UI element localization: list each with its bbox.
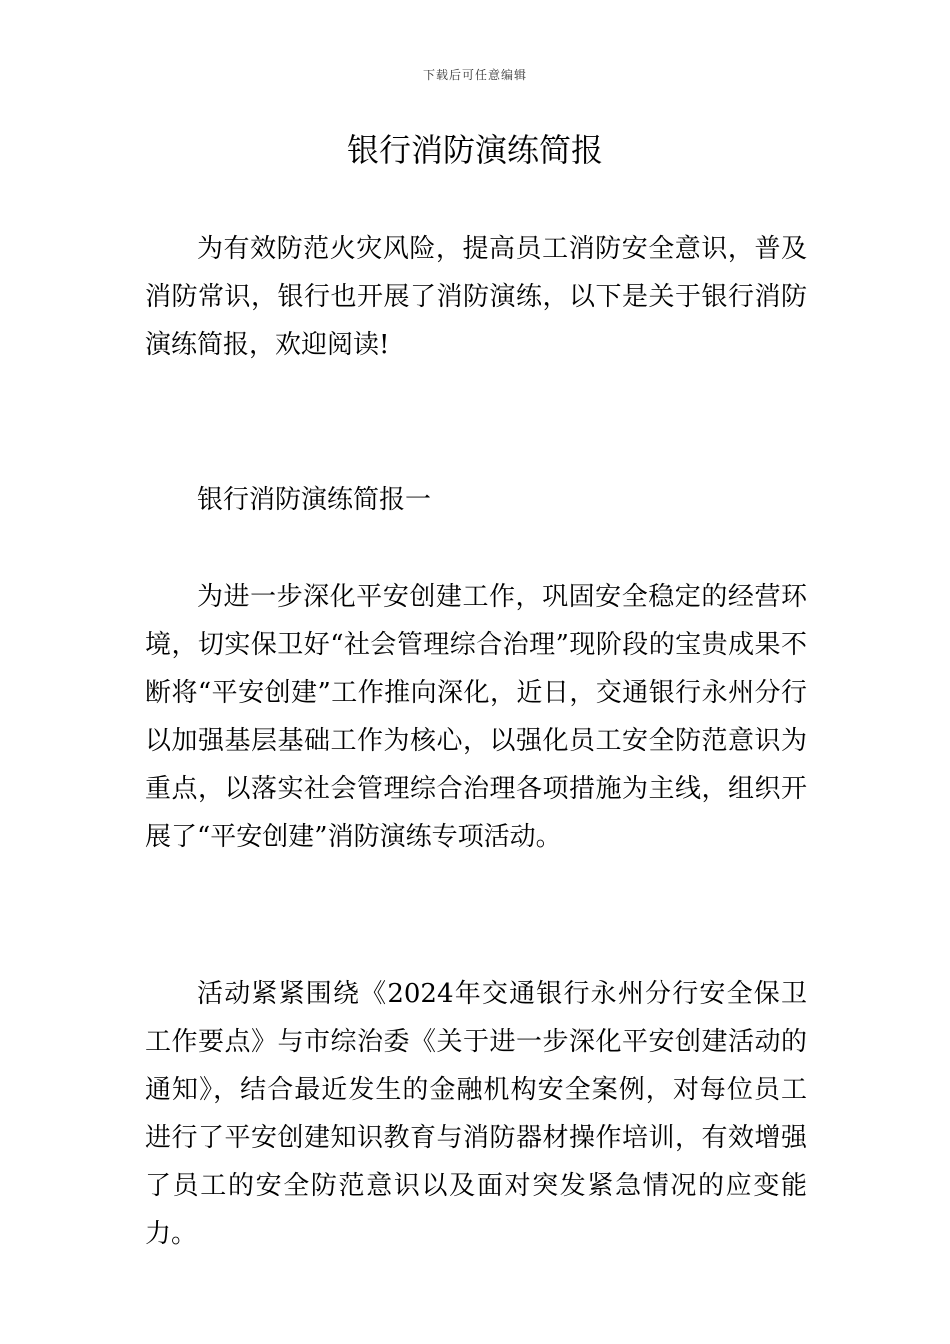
document-title: 银行消防演练简报: [346, 131, 603, 169]
intro-paragraph: 为有效防范火灾风险，提高员工消防安全意识，普及消防常识，银行也开展了消防演练，以下是关于银行消防演练简报，欢迎阅读!: [145, 234, 807, 360]
section-heading: 银行消防演练简报一: [197, 485, 432, 515]
body-paragraph-2: 活动紧紧围绕《2024年交通银行永州分行安全保卫工作要点》与市综治委《关于进一步深化平安创建活动的通知》，结合最近发生的金融机构安全案例，对每位员工进行了平安创建知识教育与消防器材操作培训，有效增强了员工的安全防范意识以及面对突发紧急情况的应变能力。: [145, 979, 807, 1249]
body-paragraph-1: 为进一步深化平安创建工作，巩固安全稳定的经营环境，切实保卫好“社会管理综合治理”现阶段的宝贵成果不断将“平安创建”工作推向深化，近日，交通银行永州分行以加强基层基础工作为核心，以强化员工安全防范意识为重点，以落实社会管理综合治理各项措施为主线，组织开展了“平安创建”消防演练专项活动。: [145, 582, 807, 852]
header-note: 下载后可任意编辑: [422, 68, 527, 82]
